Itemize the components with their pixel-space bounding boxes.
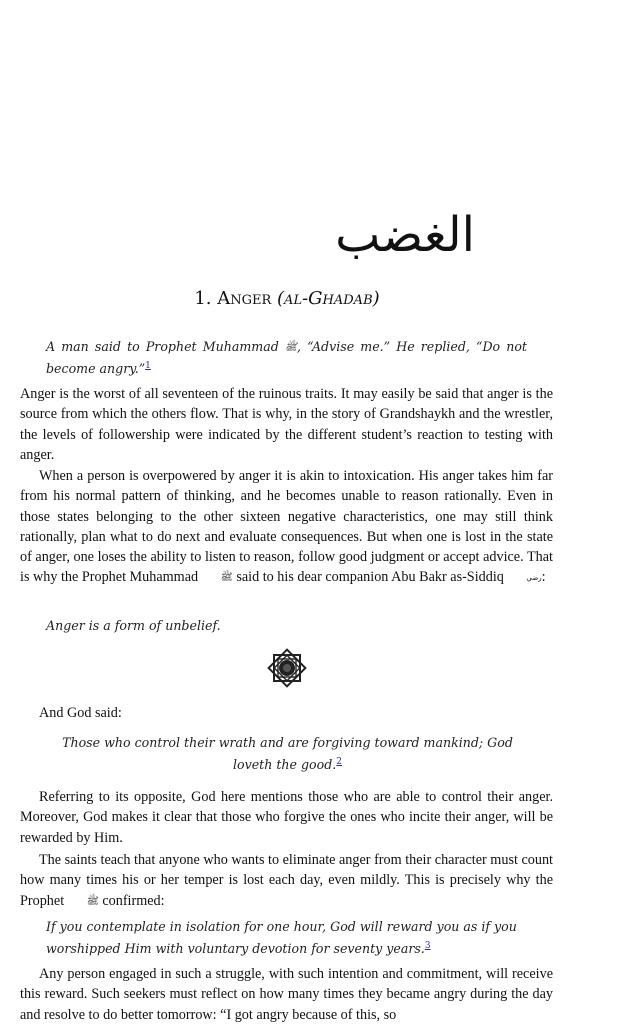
quran-quote-line2: loveth the good.	[232, 757, 337, 772]
epigraph-line1-post: , “Advise me.” He replied, “Do not	[297, 339, 527, 354]
paragraph-2-text-mid: said to his dear companion Abu Bakr as-Siddiq	[236, 569, 504, 586]
epigraph-quote	[46, 337, 527, 379]
paragraph-5-text: The saints teach that anyone who wants to eliminate anger from their character must count how many times his or her temper is lost each day, even mildly. This is precisely why the Prophet	[20, 852, 553, 909]
paragraph-5-text-post: confirmed:	[102, 892, 165, 909]
footnote-link-2[interactable]: 2	[336, 757, 342, 767]
paragraph-4: Referring to its opposite, God here mentions those who are able to control their anger. Moreover, God makes it clear that those who forgive the ones who incite their anger, will be rewarded by Him.	[20, 789, 553, 846]
footnote-link-3[interactable]: 3	[424, 941, 431, 951]
chapter-title	[0, 286, 574, 312]
chapter-title-english: Anger	[217, 288, 272, 309]
paragraph-3: And God said:	[39, 705, 122, 721]
quran-quote-line1: Those who control their wrath and are forgiving toward mankind; God	[62, 735, 513, 750]
chapter-arabic-title: الغضب	[335, 207, 475, 263]
prophet-honorific-icon: ﷺ	[220, 572, 233, 584]
paragraph-2-colon: :	[541, 569, 546, 586]
hadith-quote-1: Anger is a form of unbelief.	[46, 618, 221, 633]
chapter-title-transliteration: (al-Ghadab)	[277, 288, 380, 309]
paragraph-2-text: When a person is overpowered by anger it is akin to intoxication. His anger takes him far from his normal pattern of thinking, and he becomes unable to reason rationally. Even in those states belonging to the other sixteen negative characteristics, one may still think rationally, plan what to do next and evaluate consequences. But when one is lost in the state of anger, one loses the ability to listen to reason, follow good judgment or accept advice. That is why the Prophet Muhammad	[20, 468, 553, 586]
paragraph-1: Anger is the worst of all seventeen of the ruinous traits. It may easily be said that anger is the source from which the others flow. That is why, in the story of Grandshaykh and the wrestler, the levels of followership were indicated by the different student’s reaction to testing with anger.	[20, 386, 553, 463]
prophet-honorific-icon: ﷺ	[284, 342, 298, 353]
paragraph-5	[20, 850, 553, 912]
epigraph-line2: become angry.”	[46, 360, 146, 376]
eight-point-star-ornament-icon	[266, 647, 308, 689]
companion-honorific-icon: رضي	[526, 574, 542, 583]
quran-quote	[55, 732, 520, 776]
chapter-number: 1.	[194, 288, 212, 309]
footnote-link-1[interactable]: 1	[145, 360, 151, 371]
paragraph-6: Any person engaged in such a struggle, with such intention and commitment, will receive this reward. Such seekers must reflect on how many times they became angry during the day and resolve to do better tomorrow: “I got angry because of this, so	[20, 966, 553, 1023]
epigraph-line1-pre: A man said to Prophet Muhammad	[46, 339, 279, 354]
hadith-quote-2	[46, 916, 536, 960]
hadith-quote-2-line1: If you contemplate in isolation for one hour, God will reward you as if you	[46, 919, 517, 934]
paragraph-2	[20, 466, 553, 589]
prophet-honorific-icon: ﷺ	[86, 895, 99, 907]
hadith-quote-2-line2: worshipped Him with voluntary devotion for seventy years.	[46, 941, 425, 956]
